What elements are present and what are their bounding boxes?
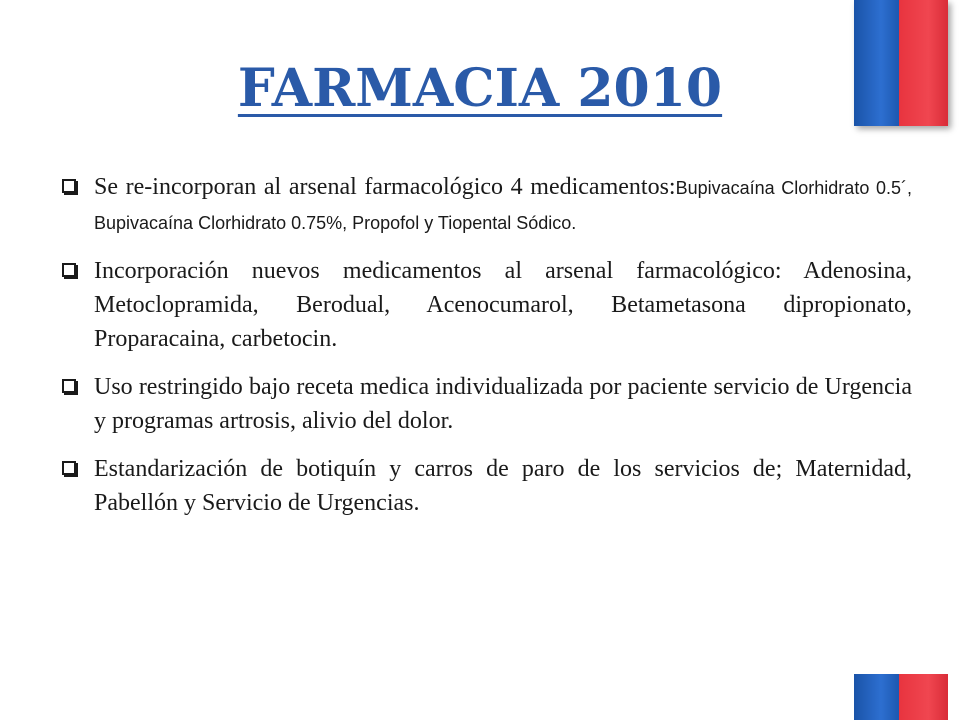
flag-red-stripe — [899, 674, 948, 720]
bullet-text: Incorporación nuevos medicamentos al arsenal farmacológico: Adenosina, Metoclopramida, Berodual, Acenocumarol, Betametasona dipropionato, Proparacaina, carbetocin. — [94, 258, 912, 352]
checkbox-bullet-icon — [62, 461, 76, 475]
bullet-item-reincorporados — [60, 170, 912, 240]
bullet-item-uso-restringido — [60, 370, 912, 438]
flag-decoration-bottom — [854, 674, 948, 720]
bullet-item-nuevos-medicamentos — [60, 254, 912, 356]
slide-title: FARMACIA 2010 — [237, 58, 723, 119]
checkbox-bullet-icon — [62, 263, 76, 277]
bullet-list — [60, 170, 912, 534]
bullet-detail-text: Bupivacaína Clorhidrato 0.5´, Bupivacaína Clorhidrato 0.75%, Propofol y Tiopental Sódico. — [94, 178, 912, 233]
bullet-item-estandarizacion — [60, 452, 912, 520]
bullet-lead-text: Se re-incorporan al arsenal farmacológico 4 medicamentos: — [94, 174, 676, 200]
flag-blue-stripe — [854, 674, 899, 720]
checkbox-bullet-icon — [62, 179, 76, 193]
bullet-text: Uso restringido bajo receta medica individualizada por paciente servicio de Urgencia y programas artrosis, alivio del dolor. — [94, 374, 912, 434]
bullet-text: Estandarización de botiquín y carros de paro de los servicios de; Maternidad, Pabellón y Servicio de Urgencias. — [94, 456, 912, 516]
checkbox-bullet-icon — [62, 379, 76, 393]
